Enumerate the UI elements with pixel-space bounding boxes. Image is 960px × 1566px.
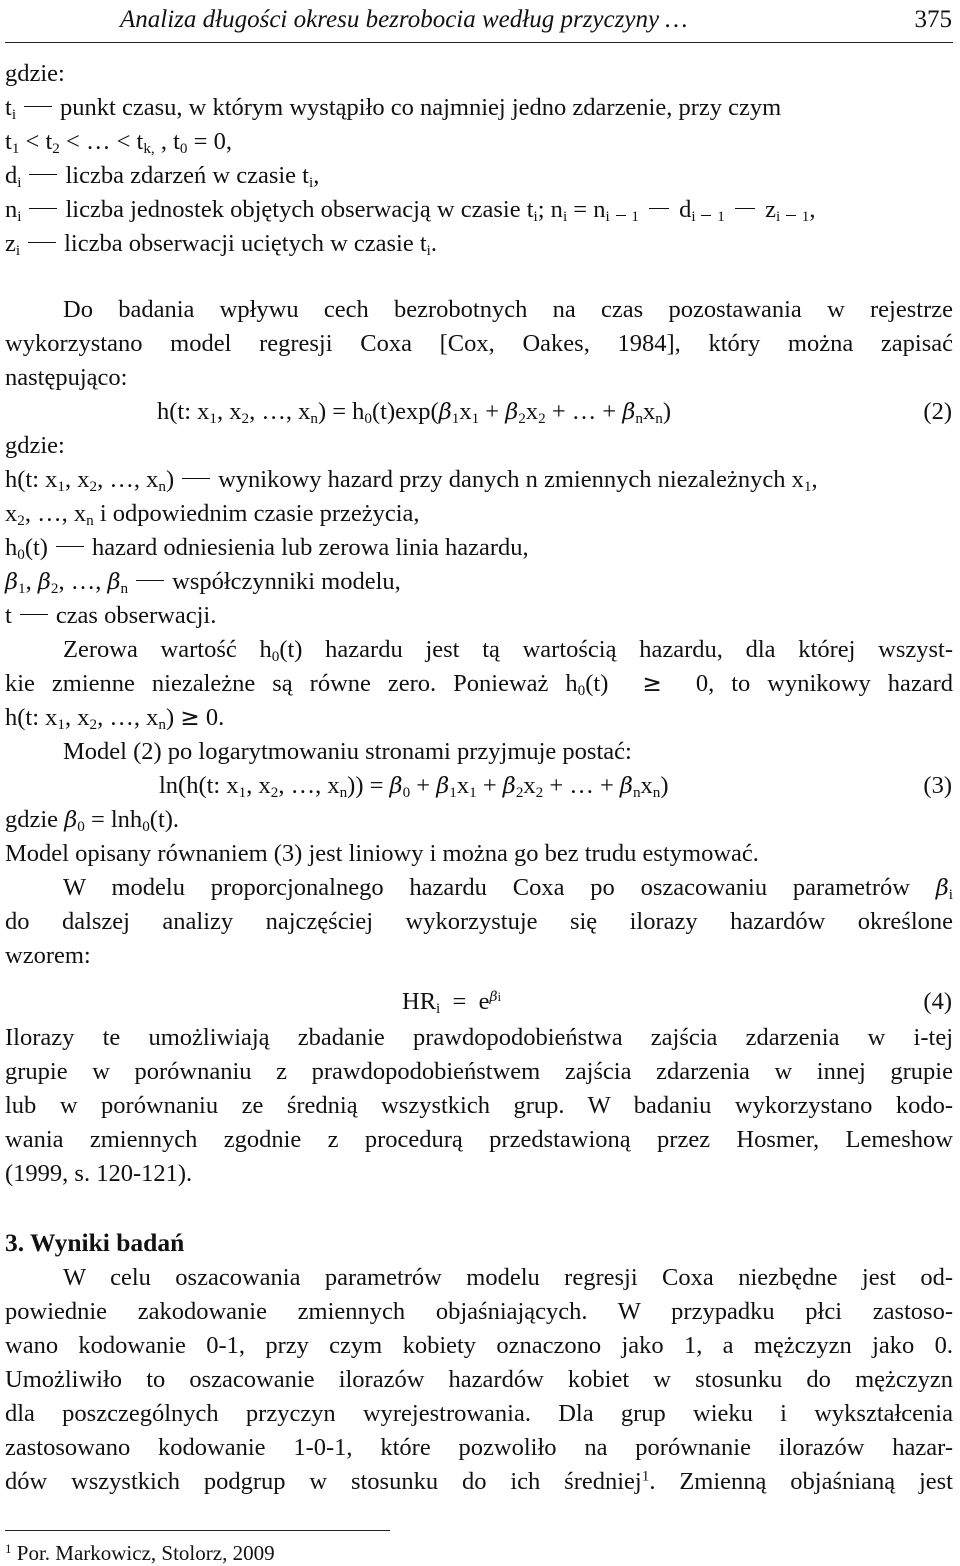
running-header-title: Analiza długości okresu bezrobocia według przyczyny … [120, 6, 688, 33]
para5-line1: W modelu proporcjonalnego hazardu Coxa po oszacowaniu parametrów $\beta_i$ [63, 874, 953, 903]
para5-line3: wzorem: [5, 942, 91, 969]
para6-line3: lub w porównaniu ze średnią wszystkich grup. W badaniu wykorzystano kodo- [5, 1092, 953, 1119]
para6-line2: grupie w porównaniu z prawdopodobieństwem zajścia zdarzenia w innej grupie [5, 1058, 953, 1085]
def-h0: $h_0(t)$ hazard odniesienia lub zerowa linia hazardu, [5, 534, 529, 563]
para4-line1: gdzie $\beta_0 = \ln h_0(t)$. [5, 806, 180, 835]
para4-line2: Model opisany równaniem (3) jest liniowy i można go bez trudu estymować. [5, 840, 759, 867]
para7-line7: dów wszystkich podgrup w stosunku do ich średniej$^1$. Zmienną objaśnianą jest [5, 1467, 953, 1495]
def-t: $t_i$ punkt czasu, w którym wystąpiło co najmniej jedno zdarzenie, przy czym [5, 94, 782, 123]
para6-line5: (1999, s. 120-121). [5, 1160, 193, 1187]
equation-3-number: (3) [923, 772, 952, 799]
para5-line2: do dalszej analizy najczęściej wykorzystuje się ilorazy hazardów określone [5, 908, 953, 935]
para7-line1: W celu oszacowania parametrów modelu regresji Coxa niezbędne jest od- [63, 1264, 953, 1291]
para7-line6: zastosowano kodowanie 1-0-1, które pozwoliło na porównanie ilorazów hazar- [5, 1434, 953, 1461]
equation-4-number: (4) [923, 988, 952, 1015]
para6-line1: Ilorazy te umożliwiają zbadanie prawdopodobieństwa zajścia zdarzenia w i-tej [5, 1024, 953, 1051]
para1-line1: Do badania wpływu cech bezrobotnych na czas pozostawania w rejestrze [63, 296, 953, 323]
para7-line5: dla poszczególnych przyczyn wyrejestrowania. Dla grup wieku i wykształcenia [5, 1400, 953, 1427]
equation-4: $HR_i = e^{\beta i}$ [402, 988, 501, 1017]
def-h-cont: $x_2$, …, $x_n$ i odpowiednim czasie przeżycia, [5, 500, 420, 529]
para7-line3: wano kodowanie 0-1, przy czym kobiety oznaczono jako 1, a mężczyzn jako 0. [5, 1332, 953, 1359]
def-order: $t_1 < t_2$ < … < $t_{k,}$ , $t_0 = 0$, [5, 128, 232, 157]
header-rule [5, 42, 953, 43]
def-z: $z_i$ liczba obserwacji uciętych w czasie $t_i$. [5, 230, 438, 259]
para7-line4: Umożliwiło to oszacowanie ilorazów hazardów kobiet w stosunku do mężczyzn [5, 1366, 953, 1393]
footnote-marker[interactable]: 1 [641, 1467, 650, 1485]
equation-2: h(t: $x_1$, $x_2$, …, $x_n) = h_0(t)\exp(\beta_1x_1 + \beta_2x_2$ + … + $\beta_nx_n$) [157, 398, 671, 427]
para2-line3: h(t: $x_1$, $x_2$, …, $x_n) \ge 0$. [5, 704, 225, 733]
def-beta: $\beta_1$, $\beta_2$, …, $\beta_n$ współczynniki modelu, [5, 568, 401, 597]
def-h: h(t: $x_1$, $x_2$, …, $x_n$) wynikowy hazard przy danych n zmiennych niezależnych $x_1$, [5, 466, 818, 495]
def-t-obs: t czas obserwacji. [5, 602, 217, 629]
defs1-intro: gdzie: [5, 60, 65, 87]
para2-line1: Zerowa wartość $h_0(t)$ hazardu jest tą wartością hazardu, dla której wszyst- [63, 636, 953, 665]
def-n: $n_i$ liczba jednostek objętych obserwacją w czasie $t_i$; $n_i = n_{i 1}$ $d_{i 1}$ $z_{i 1}$, [5, 196, 816, 225]
equation-3: ln(h(t: $x_1$, $x_2$, …, $x_n)) = \beta_0 + \beta_1x_1 + \beta_2x_2$ + … + $\beta_nx_n$) [159, 772, 669, 801]
defs2-intro: gdzie: [5, 432, 65, 459]
def-d: $d_i$ liczba zdarzeń w czasie $t_i$, [5, 162, 320, 191]
footnote-rule [5, 1530, 390, 1531]
footnote: $^1$ Por. Markowicz, Stolorz, 2009 [5, 1540, 275, 1565]
para1-line2: wykorzystano model regresji Coxa [Cox, Oakes, 1984], który można zapisać [5, 330, 953, 357]
para2-line2: kie zmienne niezależne są równe zero. Ponieważ $h_0(t) \ge 0$, to wynikowy hazard [5, 670, 953, 699]
para3-line1: Model (2) po logarytmowaniu stronami przyjmuje postać: [63, 738, 632, 765]
equation-2-number: (2) [923, 398, 952, 425]
page-number: 375 [914, 6, 952, 33]
para7-line2: powiednie zakodowanie zmiennych objaśniających. W przypadku płci zastoso- [5, 1298, 953, 1325]
section-heading: 3. Wyniki badań [5, 1228, 185, 1257]
para6-line4: wania zmiennych zgodnie z procedurą przedstawioną przez Hosmer, Lemeshow [5, 1126, 953, 1153]
para1-line3: następująco: [5, 364, 128, 391]
